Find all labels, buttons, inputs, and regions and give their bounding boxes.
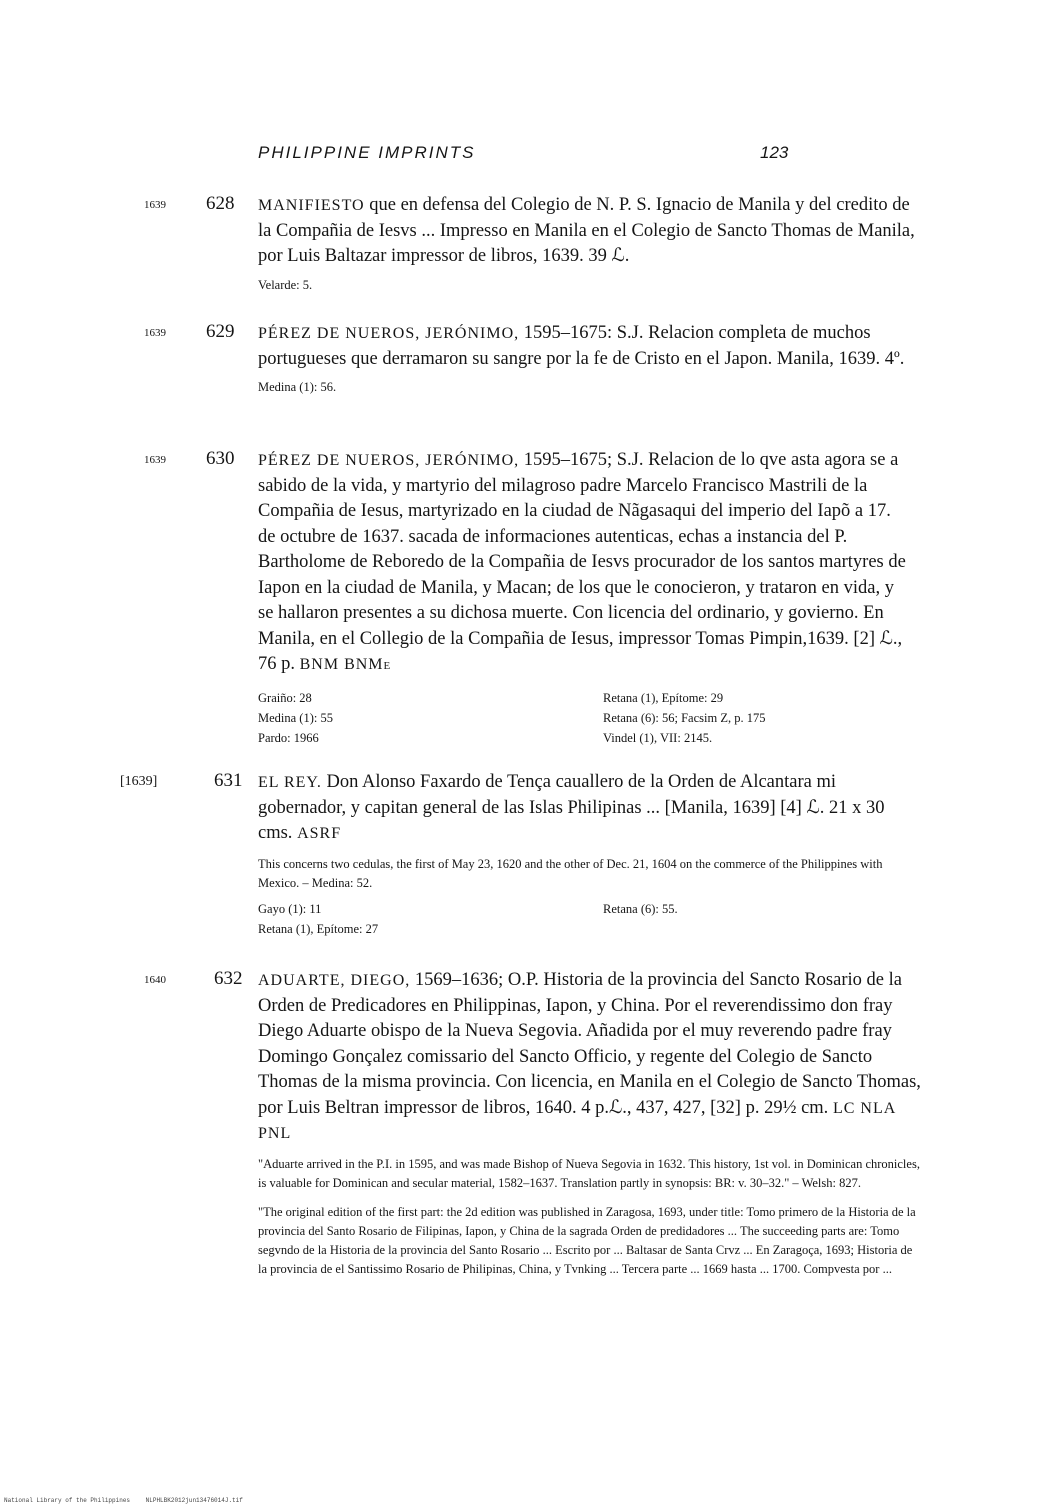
reference-item: Medina (1): 55 bbox=[258, 710, 333, 725]
reference-item: Graiño: 28 bbox=[258, 690, 312, 705]
entry-year: 1639 bbox=[144, 199, 166, 211]
entry-year: [1639] bbox=[120, 774, 158, 789]
reference-column-left bbox=[258, 688, 603, 748]
reference-column-right bbox=[603, 899, 948, 939]
entry-text: que en defensa del Colegio de N. P. S. Ignacio de Manila y del credito de la Compañia de Iesvs ... Impresso en Manila en el Colegio de Sancto Thomas de Manila, por Luis Baltazar impressor de libros, 1639. 39 ℒ. bbox=[258, 195, 915, 266]
entry-note-continued: "The original edition of the first part: the 2d edition was published in Zaragosa, 1693, under title: Tomo primero de la Historia de la provincia del Santo Rosario de Filipinas, Iapon, y China de la sagrada Orden de predidadores ... The succeeding parts are: Tomo segvndo de la Historia de la provincia del Santo Rosario ... Escrito por ... Baltasar de Santa Crvz ... En Zaragoça, 1693; Historia de la provincia de el Santissimo Rosario de Philipinas, China, y Tvnking ... Tercera parte ... 1669 hasta ... 1700. Compvesta por ... bbox=[258, 1204, 916, 1276]
reference-item: Vindel (1), VII: 2145. bbox=[603, 730, 713, 745]
entry-year: 1639 bbox=[144, 327, 166, 339]
entry-number: 629 bbox=[206, 321, 235, 342]
entry-text: 1595–1675: S.J. Relacion completa de muchos portugueses que derramaron su sangre por la fe de Cristo en el Japon. Manila, 1639. 4º. bbox=[258, 323, 905, 369]
entry-year: 1640 bbox=[144, 974, 166, 986]
entry-heading: PÉREZ DE NUEROS, JERÓNIMO, bbox=[258, 452, 520, 469]
entry-number: 630 bbox=[206, 448, 235, 469]
entry-number: 631 bbox=[214, 770, 243, 791]
reference-item: Gayo (1): 11 bbox=[258, 901, 322, 916]
entry-number: 632 bbox=[214, 968, 243, 989]
entry-text: 1595–1675; S.J. Relacion de lo qve asta agora se a sabido de la vida, y martyrio del milagroso padre Marcelo Francisco Mastrili de la Compañia de Iesus, martyrizado en la ciudad de Nãgasaqui del imperio del Iapõ a 17. de octubre de 1637. sacada de informaciones autenticas, echas a instancia del P. Bartholome de Reboredo de la Compañia de Iesvs procurador de los santos martyres de Iapon en la ciudad de Manila, y Macan; de los que le conocieron, y trataron en vida, y se hallaron presentes a su dichosa muerte. Con licencia del ordinario, y govierno. En Manila, en el Collegio de la Compañia de Iesus, impressor Tomas Pimpin,1639. [2] ℒ., 76 p. bbox=[258, 450, 906, 674]
entry-body bbox=[258, 968, 923, 1279]
entry-heading: MANIFIESTO bbox=[258, 197, 365, 214]
entry-note: This concerns two cedulas, the first of May 23, 1620 and the other of Dec. 21, 1604 on the commerce of the Philippines with Mexico. – Medina: 52. bbox=[258, 856, 883, 890]
entry-number: 628 bbox=[206, 193, 235, 214]
entry-note: "Aduarte arrived in the P.I. in 1595, and was made Bishop of Nueva Segovia in 1632. This history, 1st vol. in Dominican chronicles, is valuable for Dominican and secular material, 1582–1637. Translation partly in synopsis: BR: v. 30–32." – Welsh: 827. bbox=[258, 1156, 920, 1190]
reference-column-left bbox=[258, 899, 603, 939]
entry-body bbox=[258, 193, 923, 295]
reference-list bbox=[258, 688, 908, 748]
reference-list bbox=[258, 899, 918, 939]
entry-locations: LC NLA PNL bbox=[258, 1099, 896, 1142]
reference-item: Pardo: 1966 bbox=[258, 730, 319, 745]
entry-body bbox=[258, 770, 918, 939]
entry-locations: ASRF bbox=[297, 825, 342, 842]
footer-library: National Library of the Philippines bbox=[4, 1497, 131, 1504]
reference-item: Retana (6): 55. bbox=[603, 901, 678, 916]
entry-locations: BNM BNMe bbox=[299, 656, 392, 673]
reference-item: Retana (1), Epítome: 29 bbox=[603, 690, 724, 705]
reference-item: Retana (1), Epítome: 27 bbox=[258, 921, 379, 936]
page-number: 123 bbox=[760, 143, 789, 162]
entry-year: 1639 bbox=[144, 454, 166, 466]
reference-item: Retana (6): 56; Facsim Z, p. 175 bbox=[603, 710, 766, 725]
scan-footer bbox=[4, 1497, 255, 1504]
entry-note: Medina (1): 56. bbox=[258, 380, 337, 394]
entry-heading: EL REY. bbox=[258, 774, 322, 791]
running-header-title: PHILIPPINE IMPRINTS bbox=[258, 143, 476, 162]
footer-file-id: NLPHLBK2012jun13476014J.tif bbox=[145, 1497, 243, 1504]
entry-body bbox=[258, 321, 958, 397]
entry-text: 1569–1636; O.P. Historia de la provincia del Sancto Rosario de la Orden de Predicadores en Philippinas, Iapon, y China. Por el reverendissimo don fray Diego Aduarte obispo de la Nueva Segovia. Añadida por el muy reverendo padre fray Domingo Gonçalez comissario del Sancto Officio, y regente del Colegio de Sancto Thomas de la misma provincia. Con licencia, en Manila en el Colegio de Sancto Thomas, por Luis Beltran impressor de libros, 1640. 4 p.ℒ., 437, 427, [32] p. 29½ cm. bbox=[258, 970, 921, 1118]
entry-text: Don Alonso Faxardo de Tença cauallero de la Orden de Alcantara mi gobernador, y capitan general de las Islas Philipinas ... [Manila, 1639] [4] ℒ. 21 x 30 cms. bbox=[258, 772, 885, 843]
reference-column-right bbox=[603, 688, 948, 748]
entry-body bbox=[258, 448, 908, 748]
entry-heading: PÉREZ DE NUEROS, JERÓNIMO, bbox=[258, 325, 520, 342]
entry-heading: ADUARTE, DIEGO, bbox=[258, 972, 411, 989]
entry-note: Velarde: 5. bbox=[258, 277, 313, 292]
